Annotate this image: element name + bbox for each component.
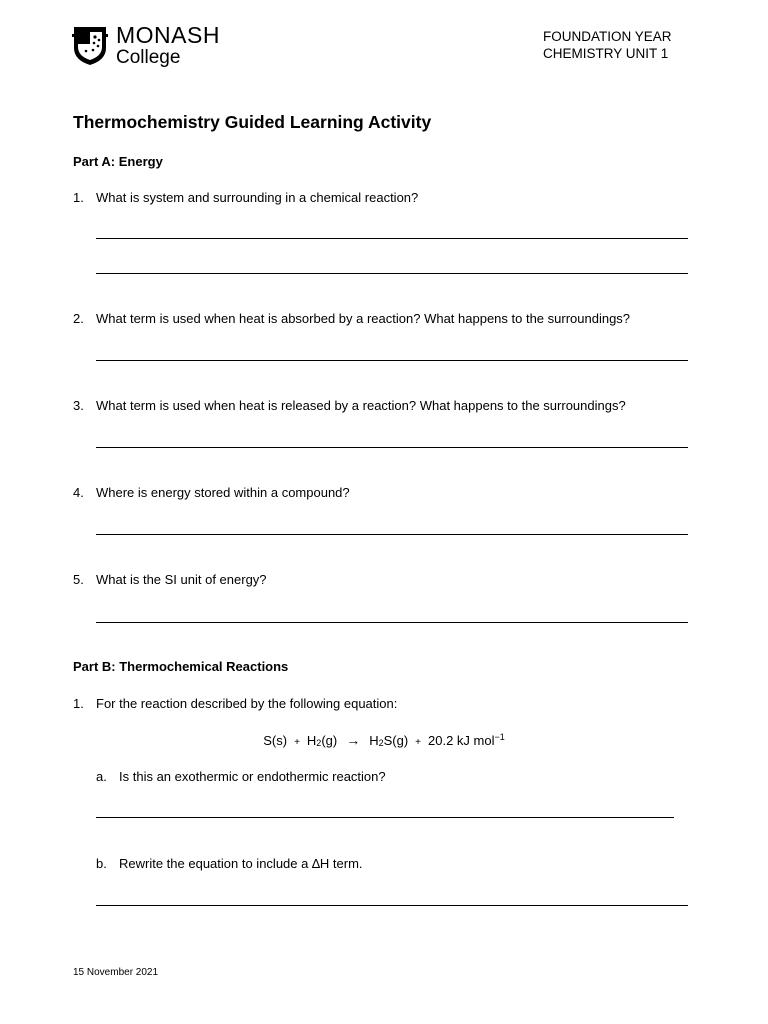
plus-sign: +	[415, 737, 422, 748]
header-foundation-year: FOUNDATION YEAR	[543, 29, 672, 44]
logo-wordmark-college: College	[116, 47, 181, 68]
question-number: 4.	[73, 485, 84, 500]
sub-question-letter: a.	[96, 769, 107, 784]
sub-question-text: Rewrite the equation to include a ∆H term.	[119, 856, 363, 871]
question-text: What is system and surrounding in a chemical reaction?	[96, 190, 419, 205]
answer-line[interactable]	[96, 534, 688, 535]
header-course-info	[543, 28, 672, 62]
part-b-heading: Part B: Thermochemical Reactions	[73, 659, 289, 674]
header-chemistry-unit: CHEMISTRY UNIT 1	[543, 46, 669, 61]
question-number: 2.	[73, 311, 84, 326]
question-text: For the reaction described by the following equation:	[96, 696, 398, 711]
question-text: What term is used when heat is absorbed by a reaction? What happens to the surroundings?	[96, 311, 631, 326]
answer-line[interactable]	[96, 447, 688, 448]
monash-college-logo	[72, 24, 232, 70]
question-number: 3.	[73, 398, 84, 413]
reactant-sulfur: S(s)	[263, 733, 288, 748]
chemical-equation	[0, 732, 768, 748]
question-text: What is the SI unit of energy?	[96, 572, 267, 587]
question-number: 1.	[73, 190, 84, 205]
reactant-hydrogen: $H_2(g)$	[306, 733, 338, 748]
page-title: Thermochemistry Guided Learning Activity	[73, 112, 432, 132]
answer-line[interactable]	[96, 360, 688, 361]
crest-icon	[72, 24, 108, 66]
answer-line[interactable]	[96, 905, 688, 906]
energy-term: 20.2 kJ mol$^{-1}$	[428, 732, 505, 748]
answer-line[interactable]	[96, 817, 674, 818]
plus-sign: +	[294, 737, 300, 748]
question-number: 5.	[73, 572, 84, 587]
reaction-arrow: →	[346, 732, 361, 748]
answer-line[interactable]	[96, 622, 688, 623]
logo-wordmark-monash: MONASH	[116, 22, 220, 48]
sub-question-letter: b.	[96, 856, 107, 871]
part-a-heading: Part A: Energy	[73, 154, 163, 169]
question-number: 1.	[73, 696, 84, 711]
footer-date: 15 November 2021	[73, 967, 159, 978]
answer-line[interactable]	[96, 238, 688, 239]
sub-question-text: Is this an exothermic or endothermic reaction?	[119, 769, 386, 784]
question-text: What term is used when heat is released by a reaction? What happens to the surroundings?	[96, 398, 626, 413]
product-hydrogen-sulfide: $H_2S(g)$	[369, 733, 409, 748]
question-text: Where is energy stored within a compound?	[96, 485, 350, 500]
answer-line[interactable]	[96, 273, 688, 274]
